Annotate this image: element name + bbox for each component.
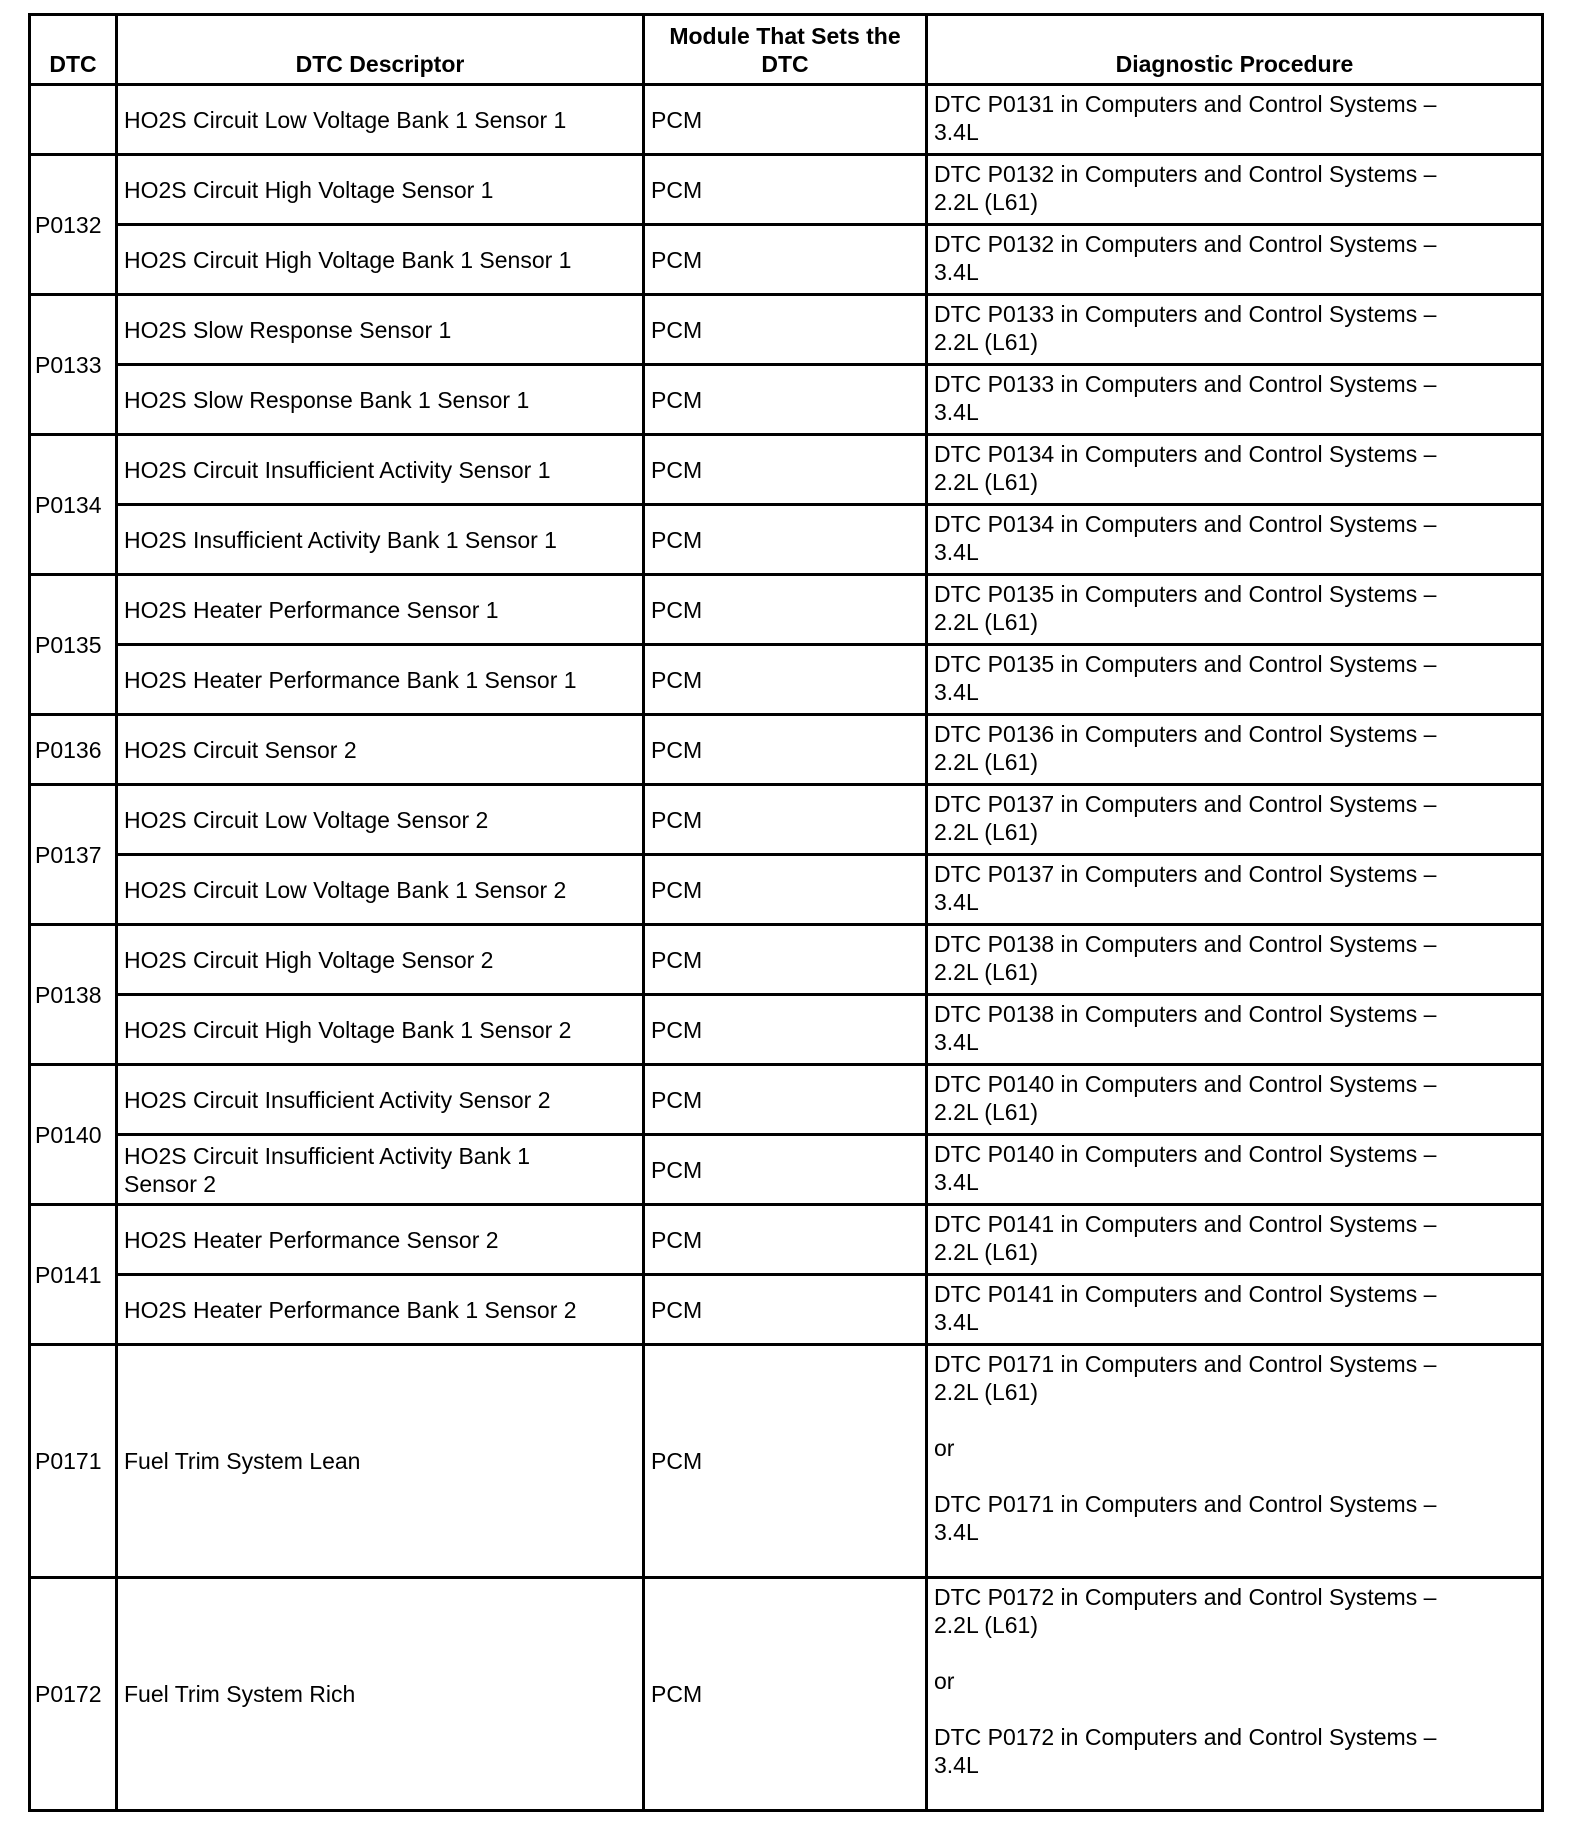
module-cell [644,155,927,225]
diagnostic-procedure-cell [927,855,1543,925]
diagnostic-procedure-link[interactable]: 2.2L (L61) [934,609,1038,635]
diagnostic-procedure-cell [927,995,1543,1065]
dtc-descriptor: HO2S Slow Response Bank 1 Sensor 1 [124,386,530,413]
diagnostic-procedure-link[interactable]: DTC P0172 in Computers and Control Systems – [934,1584,1437,1610]
diagnostic-procedure-link[interactable]: 3.4L [934,539,979,565]
diagnostic-procedure-link[interactable]: DTC P0172 in Computers and Control Systems – [934,1724,1437,1750]
dtc-descriptor: HO2S Circuit Insufficient Activity Bank 1 [124,1142,531,1169]
diagnostic-procedure-cell [927,575,1543,645]
dtc-descriptor-cell [117,1275,644,1345]
diagnostic-procedure-cell [927,1345,1543,1578]
dtc-descriptor-cell [117,505,644,575]
diagnostic-procedure-link[interactable]: DTC P0171 in Computers and Control Systems – [934,1491,1437,1517]
dtc-descriptor-cell [117,1135,644,1205]
diagnostic-procedure-link[interactable]: DTC P0138 in Computers and Control Systems – [934,1001,1437,1027]
dtc-code-cell [30,295,117,435]
diagnostic-procedure-cell [927,435,1543,505]
diagnostic-procedure-link[interactable]: 2.2L (L61) [934,189,1038,215]
procedure-spacer [934,1462,1535,1490]
module-value: PCM [651,1681,703,1707]
dtc-descriptor: HO2S Circuit Low Voltage Sensor 2 [124,806,489,833]
diagnostic-procedure-link[interactable]: DTC P0140 in Computers and Control Systems – [934,1071,1437,1097]
table-row [30,645,1543,715]
procedure-spacer [934,1639,1535,1667]
diagnostic-procedure-link[interactable]: DTC P0131 in Computers and Control Systems – [934,91,1437,117]
dtc-code: P0141 [35,1261,102,1288]
diagnostic-procedure-cell [927,155,1543,225]
dtc-descriptor-cell [117,365,644,435]
diagnostic-procedure-link[interactable]: 3.4L [934,119,979,145]
dtc-descriptor-cell [117,995,644,1065]
diagnostic-procedure-link[interactable]: 2.2L (L61) [934,749,1038,775]
dtc-table [28,13,1544,1812]
dtc-descriptor: HO2S Circuit High Voltage Bank 1 Sensor 1 [124,246,572,273]
diagnostic-procedure-link[interactable]: DTC P0140 in Computers and Control Systems – [934,1141,1437,1167]
diagnostic-procedure-cell [927,645,1543,715]
diagnostic-procedure-link[interactable]: 2.2L (L61) [934,1239,1038,1265]
dtc-code-cell [30,785,117,925]
dtc-code-cell [30,155,117,295]
table-row [30,1578,1543,1811]
diagnostic-procedure-link[interactable]: DTC P0133 in Computers and Control Systems – [934,371,1437,397]
diagnostic-procedure-link[interactable]: DTC P0133 in Computers and Control Systems – [934,301,1437,327]
module-value: PCM [651,1156,703,1183]
diagnostic-procedure-link[interactable]: 2.2L (L61) [934,1379,1038,1405]
diagnostic-procedure-cell [927,365,1543,435]
module-cell [644,785,927,855]
module-value: PCM [651,106,703,133]
dtc-code-cell [30,435,117,575]
dtc-code: P0136 [35,736,102,763]
diagnostic-procedure-link[interactable]: DTC P0134 in Computers and Control Systems – [934,441,1437,467]
dtc-descriptor: HO2S Circuit Low Voltage Bank 1 Sensor 1 [124,106,567,133]
header-module-label-2: DTC [761,51,809,77]
module-cell [644,1205,927,1275]
dtc-code-cell [30,1578,117,1811]
diagnostic-procedure-cell [927,1065,1543,1135]
module-cell [644,85,927,155]
diagnostic-procedure-link[interactable]: DTC P0171 in Computers and Control Systems – [934,1351,1437,1377]
dtc-descriptor-cell [117,85,644,155]
dtc-descriptor: HO2S Heater Performance Sensor 2 [124,1226,499,1253]
dtc-descriptor-cell [117,435,644,505]
module-value: PCM [651,386,703,413]
diagnostic-procedure-link[interactable]: 2.2L (L61) [934,329,1038,355]
diagnostic-procedure-link[interactable]: 3.4L [934,1752,979,1778]
dtc-descriptor-cell [117,295,644,365]
header-row [30,15,1543,85]
dtc-descriptor: HO2S Circuit Low Voltage Bank 1 Sensor 2 [124,876,567,903]
dtc-descriptor: HO2S Circuit Insufficient Activity Sensor 2 [124,1086,551,1113]
diagnostic-procedure-link[interactable]: DTC P0137 in Computers and Control Systems – [934,791,1437,817]
diagnostic-procedure-link[interactable]: DTC P0136 in Computers and Control Systems – [934,721,1437,747]
header-procedure-label: Diagnostic Procedure [1115,51,1354,77]
dtc-code-cell [30,1065,117,1205]
diagnostic-procedure-cell [927,715,1543,785]
diagnostic-procedure-cell [927,925,1543,995]
module-value: PCM [651,1448,703,1474]
dtc-code-cell [30,925,117,1065]
dtc-descriptor-cell [117,785,644,855]
table-row [30,1135,1543,1205]
diagnostic-procedure-link[interactable]: DTC P0141 in Computers and Control Systems – [934,1281,1437,1307]
module-cell [644,575,927,645]
diagnostic-procedure-cell [927,785,1543,855]
header-procedure [927,15,1543,85]
dtc-descriptor-cell [117,1345,644,1578]
module-value: PCM [651,176,703,203]
dtc-code-cell [30,715,117,785]
diagnostic-procedure-link[interactable]: DTC P0141 in Computers and Control Systems – [934,1211,1437,1237]
dtc-code: P0135 [35,631,102,658]
table-row [30,225,1543,295]
dtc-descriptor-cell [117,645,644,715]
module-value: PCM [651,1226,703,1253]
diagnostic-procedure-link[interactable]: 3.4L [934,1029,979,1055]
table-body [30,85,1543,1811]
table-row [30,155,1543,225]
module-value: PCM [651,596,703,623]
header-descriptor [117,15,644,85]
table-row [30,1205,1543,1275]
dtc-descriptor: HO2S Circuit High Voltage Bank 1 Sensor 2 [124,1016,572,1043]
procedure-or: or [934,1435,955,1461]
table-row [30,575,1543,645]
dtc-code-cell [30,575,117,715]
diagnostic-procedure-link[interactable]: DTC P0134 in Computers and Control Systems – [934,511,1437,537]
diagnostic-procedure-link[interactable]: DTC P0137 in Computers and Control Systems – [934,861,1437,887]
dtc-table-container [28,13,1541,1812]
module-cell [644,925,927,995]
diagnostic-procedure-link[interactable]: 2.2L (L61) [934,469,1038,495]
table-row [30,855,1543,925]
dtc-descriptor: Fuel Trim System Lean [124,1448,361,1474]
procedure-or: or [934,1668,955,1694]
dtc-descriptor: HO2S Slow Response Sensor 1 [124,316,452,343]
dtc-descriptor: HO2S Heater Performance Bank 1 Sensor 2 [124,1296,577,1323]
module-cell [644,295,927,365]
diagnostic-procedure-link[interactable]: DTC P0135 in Computers and Control Systems – [934,651,1437,677]
diagnostic-procedure-link[interactable]: DTC P0132 in Computers and Control Systems – [934,231,1437,257]
module-cell [644,435,927,505]
dtc-code-cell [30,85,117,155]
module-value: PCM [651,666,703,693]
diagnostic-procedure-link[interactable]: 3.4L [934,399,979,425]
module-cell [644,855,927,925]
table-row [30,1275,1543,1345]
diagnostic-procedure-cell [927,1135,1543,1205]
dtc-code: P0134 [35,491,102,518]
dtc-descriptor-cell [117,1065,644,1135]
table-row [30,925,1543,995]
header-dtc [30,15,117,85]
module-value: PCM [651,246,703,273]
diagnostic-procedure-link[interactable]: 3.4L [934,1519,979,1545]
procedure-spacer [934,1406,1535,1434]
diagnostic-procedure-link[interactable]: DTC P0132 in Computers and Control Systems – [934,161,1437,187]
dtc-code: P0133 [35,351,102,378]
header-module [644,15,927,85]
diagnostic-procedure-link[interactable]: 2.2L (L61) [934,1612,1038,1638]
diagnostic-procedure-cell [927,295,1543,365]
dtc-code-cell [30,1205,117,1345]
diagnostic-procedure-link[interactable]: 3.4L [934,259,979,285]
header-dtc-label: DTC [49,51,97,77]
module-value: PCM [651,526,703,553]
module-cell [644,505,927,575]
dtc-descriptor-cell [117,855,644,925]
table-row [30,435,1543,505]
diagnostic-procedure-cell [927,1275,1543,1345]
module-cell [644,1275,927,1345]
dtc-descriptor-cell [117,155,644,225]
diagnostic-procedure-cell [927,85,1543,155]
dtc-descriptor: Sensor 2 [124,1170,217,1197]
module-cell [644,995,927,1065]
header-descriptor-label: DTC Descriptor [295,51,465,77]
module-cell [644,1065,927,1135]
dtc-code: P0138 [35,981,102,1008]
diagnostic-procedure-link[interactable]: 2.2L (L61) [934,959,1038,985]
module-value: PCM [651,456,703,483]
module-value: PCM [651,1086,703,1113]
table-row [30,1345,1543,1578]
dtc-descriptor-cell [117,925,644,995]
diagnostic-procedure-cell [927,225,1543,295]
module-value: PCM [651,1296,703,1323]
module-cell [644,1345,927,1578]
table-row [30,85,1543,155]
dtc-descriptor: Fuel Trim System Rich [124,1681,356,1707]
dtc-descriptor-cell [117,575,644,645]
diagnostic-procedure-cell [927,505,1543,575]
dtc-descriptor-cell [117,715,644,785]
header-module-label-1: Module That Sets the [669,23,901,49]
module-value: PCM [651,316,703,343]
table-row [30,785,1543,855]
module-cell [644,1578,927,1811]
dtc-descriptor-cell [117,225,644,295]
procedure-spacer [934,1695,1535,1723]
dtc-descriptor: HO2S Circuit Sensor 2 [124,736,357,763]
dtc-descriptor: HO2S Circuit High Voltage Sensor 1 [124,176,494,203]
table-row [30,295,1543,365]
dtc-descriptor: HO2S Heater Performance Bank 1 Sensor 1 [124,666,577,693]
dtc-code: P0140 [35,1121,102,1148]
dtc-code: P0171 [35,1448,102,1474]
table-header [30,15,1543,85]
dtc-code: P0137 [35,841,102,868]
diagnostic-procedure-cell [927,1205,1543,1275]
module-cell [644,365,927,435]
module-value: PCM [651,1016,703,1043]
diagnostic-procedure-link[interactable]: 3.4L [934,1309,979,1335]
diagnostic-procedure-link[interactable]: 3.4L [934,1169,979,1195]
diagnostic-procedure-link[interactable]: 3.4L [934,679,979,705]
module-value: PCM [651,736,703,763]
dtc-descriptor: HO2S Insufficient Activity Bank 1 Sensor 1 [124,526,557,553]
table-row [30,1065,1543,1135]
module-cell [644,225,927,295]
diagnostic-procedure-link[interactable]: DTC P0138 in Computers and Control Systems – [934,931,1437,957]
dtc-descriptor: HO2S Circuit Insufficient Activity Sensor 1 [124,456,551,483]
diagnostic-procedure-link[interactable]: DTC P0135 in Computers and Control Systems – [934,581,1437,607]
table-row [30,365,1543,435]
module-cell [644,715,927,785]
module-cell [644,1135,927,1205]
module-cell [644,645,927,715]
table-row [30,505,1543,575]
dtc-descriptor-cell [117,1578,644,1811]
dtc-descriptor: HO2S Circuit High Voltage Sensor 2 [124,946,494,973]
dtc-descriptor: HO2S Heater Performance Sensor 1 [124,596,499,623]
module-value: PCM [651,806,703,833]
dtc-code-cell [30,1345,117,1578]
module-value: PCM [651,946,703,973]
diagnostic-procedure-cell [927,1578,1543,1811]
dtc-code: P0132 [35,211,102,238]
dtc-code: P0172 [35,1681,102,1707]
table-row [30,995,1543,1065]
diagnostic-procedure-link[interactable]: 2.2L (L61) [934,1099,1038,1125]
diagnostic-procedure-link[interactable]: 3.4L [934,889,979,915]
diagnostic-procedure-link[interactable]: 2.2L (L61) [934,819,1038,845]
dtc-descriptor-cell [117,1205,644,1275]
table-row [30,715,1543,785]
module-value: PCM [651,876,703,903]
